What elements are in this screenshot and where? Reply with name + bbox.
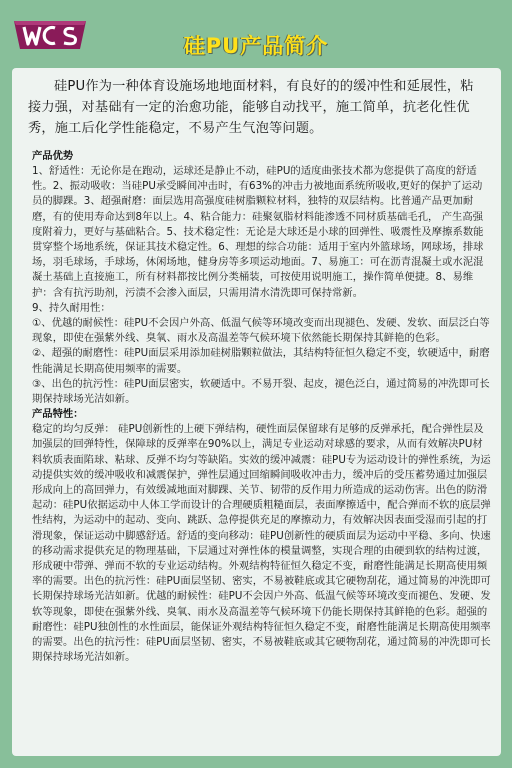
content-panel [12,68,501,756]
durability-item: ③、出色的抗污性：硅PU面层密实，软硬适中。不易开裂、起皮，褪色泛白，通过简易的冲洗即可长期保持球场光洁如新。 [32,377,490,406]
section-heading-advantages: 产品优势 [32,150,74,162]
durability-item: ②、超强的耐磨性：硅PU面层采用添加硅树脂颗粒做法，其结构特征恒久稳定不变，软硬适中，耐磨性能满足长期高使用频率的需要。 [32,347,490,375]
section-heading-features: 产品特性： [32,408,84,421]
advantages-body: 1、舒适性：无论你是在跑动，运球还是静止不动，硅PU的适度曲张技术都为您提供了高度的舒适性。2、振动吸收：当硅PU承受瞬间冲击时，有63%的冲击力被地面系统所吸收,更好的保护了运动员的脚踝。3、超强耐磨：面层选用高强度硅树脂颗粒材料，独特的双层结构。比普通产品更加耐磨，有的使用寿命达到8年以上。4、粘合能力：硅聚氨脂材料能渗透不同材质基础毛孔， 产生高强度附着力，更好与基础粘合。5、技术稳定性：无论是大球还是小球的回弹性、吸震性及摩擦系数能贯穿整个场地系统，保证其技术稳定性。6、理想的综合功能：适用于室内外篮球场，网球场，排球场，羽毛球场，手球场，休闲场地，健身房等多项运动地面。7、易施工：可在沥青混凝土或水泥混凝土基础上直接施工，所有材料都按比例分类桶装，可按使用说明施工，操作简单便捷。8、易维护：含有抗污助剂，污渍不会渗入面层，只需用清水清洗即可保持常新。 [32,165,484,299]
features-body: 稳定的均匀反弹： 硅PU创新性的上硬下弹结构，硬性面层保留球有足够的反弹承托，配合弹性层及加强层的回弹特性，保障球的反弹率在90%以上，满足专业运动对球感的要求，从而有效解决PU材料软质表面陷球、粘球、反弹不均匀等缺陷。实效的缓冲减震：硅PU专为运动设计的弹性系统，为运动提供实效的缓冲吸收和减震保护，弹性层通过回缩瞬间吸收冲击力，缓冲后的受压蓄势通过加强层形成向上的高回弹力，有效缓减地面对脚踝、关节、韧带的反作用力所造成的运动伤害。出色的防滑起动：硅PU依据运动中人体工学而设计的合理硬质粗糙面层，表面摩擦适中，配合弹而不软的底层弹性结构，为运动中的起动、变向、跳跃、急停提供充足的摩擦动力，有效解决因表面受湿而引起的打滑现象，保证运动中脚感舒适。舒适的变向移动：硅PU创新性的硬质面层为运动中平稳、多向、快速的移动需求提供充足的物理基础，下层通过对弹性体的模量调整，实现合理的由硬到软的结构过渡，形成硬中带弹、弹而不软的专业运动结构。外观结构特征恒久稳定不变，耐磨性能满足长期高使用频率的需要。出色的抗污性：硅PU面层坚韧、密实，不易被鞋底或其它硬物刮花，通过简易的冲洗即可长期保持球场光洁如新。优越的耐候性：硅PU不会因户外高、低温气候等环境改变而褪色、发硬、发软等现象，即使在强紫外线、臭氧、雨水及高温差等气候环境下仍能长期保持其鲜艳的色彩。超强的耐磨性：硅PU独创性的水性面层，能保证外观结构特征恒久稳定不变，耐磨性能满足长期高使用频率的需要。出色的抗污性：硅PU面层坚韧、密实，不易被鞋底或其它硬物刮花，通过简易的冲洗即可长期保持球场光洁如新。 [32,423,491,664]
intro-paragraph: 硅PU作为一种体育设施场地地面材料，有良好的的缓冲性和延展性，粘接力强，对基础有一定的治愈功能，能够自动找平，施工简单，抗老化性优秀，施工后化学性能稳定，不易产生气泡等问题。 [28,79,474,136]
durability-item: ①、优越的耐候性：硅PU不会因户外高、低温气候等环境改变而出现褪色、发硬、发软、面层泛白等现象，即使在强紫外线、臭氧、雨水及高温差等气候环境下依然能长期保持其鲜艳的色彩。 [32,317,490,345]
durability-heading: 9、持久耐用性： [32,301,111,314]
page-title: 硅PU产品简介 [183,34,329,58]
